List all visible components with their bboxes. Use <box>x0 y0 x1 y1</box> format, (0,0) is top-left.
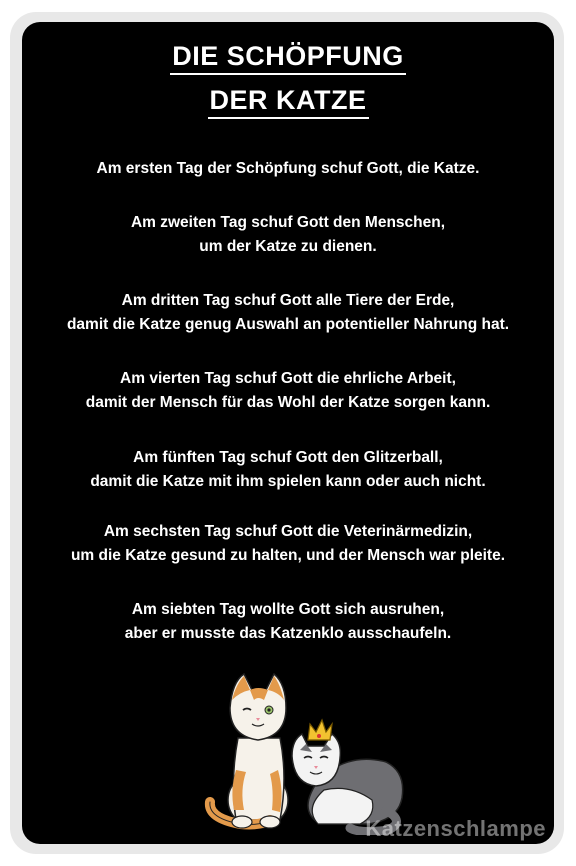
cats-with-crown-illustration <box>200 660 410 835</box>
stanza-1 <box>0 157 576 181</box>
stanza-line: um die Katze gesund zu halten, und der Mensch war pleite. <box>70 547 506 564</box>
stanza-line: damit die Katze mit ihm spielen kann oder auch nicht. <box>90 473 486 490</box>
stanza-line: Am zweiten Tag schuf Gott den Menschen, <box>130 214 446 231</box>
stanza-line: Am ersten Tag der Schöpfung schuf Gott, die Katze. <box>96 160 480 177</box>
stanza-line: Am siebten Tag wollte Gott sich ausruhen, <box>131 601 445 618</box>
stanza-line: damit der Mensch für das Wohl der Katze sorgen kann. <box>85 394 491 411</box>
stanza-line: um der Katze zu dienen. <box>199 238 377 255</box>
watermark: Katzenschlampe <box>365 816 546 841</box>
grey-cat <box>292 720 403 832</box>
stanza-4 <box>0 367 576 415</box>
stanza-2 <box>0 211 576 259</box>
stanza-3 <box>0 289 576 337</box>
stanza-line: aber er musste das Katzenklo ausschaufeln. <box>124 625 452 642</box>
orange-cat <box>210 674 288 828</box>
stanza-line: Am sechsten Tag schuf Gott die Veterinärmedizin, <box>103 523 473 540</box>
title-line-1: DIE SCHÖPFUNG <box>170 39 406 75</box>
stanza-line: damit die Katze genug Auswahl an potentieller Nahrung hat. <box>66 316 510 333</box>
stanza-line: Am vierten Tag schuf Gott die ehrliche Arbeit, <box>120 370 456 387</box>
stanza-line: Am dritten Tag schuf Gott alle Tiere der Erde, <box>121 292 455 309</box>
stanza-line: Am fünften Tag schuf Gott den Glitzerball, <box>133 449 443 466</box>
page-title <box>0 34 576 122</box>
title-line-2: DER KATZE <box>208 83 369 119</box>
stanza-5 <box>0 446 576 494</box>
stanza-6 <box>0 520 576 568</box>
stanza-7 <box>0 598 576 646</box>
